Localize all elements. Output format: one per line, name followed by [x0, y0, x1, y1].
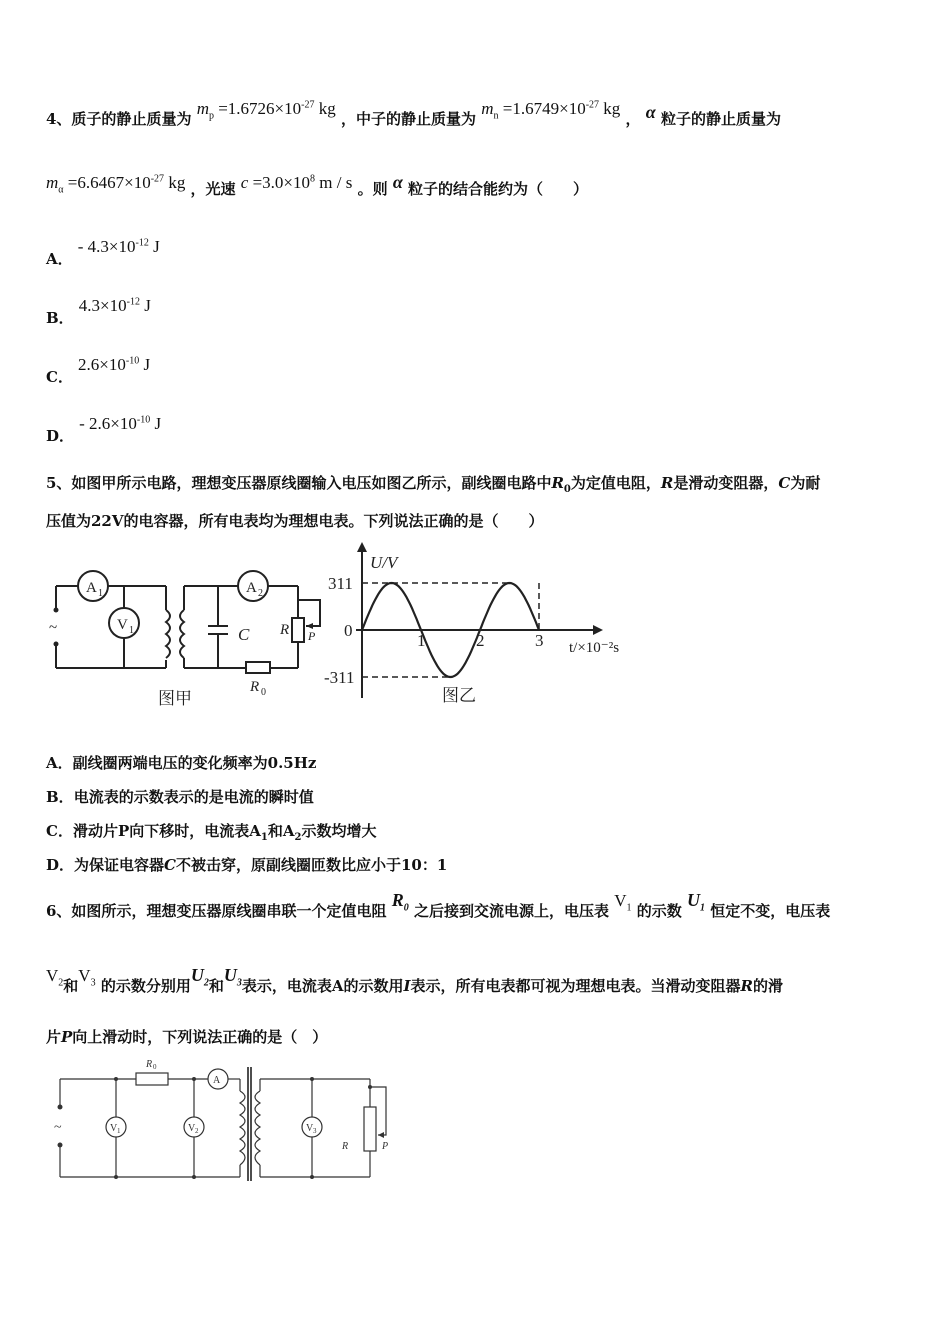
- q6-r0-label: R: [146, 1059, 153, 1070]
- q5-voltage-chart: [320, 538, 640, 713]
- q5-option-b[interactable]: B．电流表的示数表示的是电流的瞬时值: [46, 788, 314, 806]
- q6-ac-source-label: ~: [54, 1120, 62, 1135]
- q5-circuit-figure: [40, 560, 330, 720]
- q6-rheostat-label: R: [342, 1141, 349, 1152]
- svg-text:2: 2: [258, 588, 263, 599]
- q5-option-a[interactable]: A．副线圈两端电压的变化频率为0.5Hz: [46, 754, 317, 772]
- mn-formula: $m_n =1.6749\times 10^{-27}$ kg: [481, 99, 621, 122]
- r0-label: R: [250, 679, 260, 695]
- q6-line3: 片P向上滑动时，下列说法正确的是（ ）: [46, 1028, 328, 1046]
- q5-line2: 压值为22V的电容器，所有电表均为理想电表。下列说法正确的是（ ）: [46, 512, 544, 530]
- caption-figure-yi: 图乙: [442, 686, 476, 705]
- q5-option-c[interactable]: C．滑动片P向下移时，电流表$A_1$和$A_2$示数均增大: [46, 822, 377, 843]
- chart-y-arrow: [357, 542, 367, 552]
- chart-x-label: t/×10⁻²s: [569, 640, 620, 656]
- q4-line1: 4、质子的静止质量为 $m_p =1.6726\times 10^{-27}$ kg ，中子的静止质量为 $m_n =1.6749\times 10^{-27}$ kg ， α 粒子的静止质量为: [46, 99, 781, 128]
- q4-option-b[interactable]: B． $4.3\times 10^{-12}$ J: [46, 296, 151, 327]
- chart-ytick-zero: 0: [344, 621, 353, 640]
- c-formula: $c =3.0\times 10^8$ m / s: [240, 173, 353, 192]
- ac-source-label: ~: [49, 620, 58, 636]
- chart-ytick-max: 311: [328, 574, 353, 593]
- caption-figure-jia: 图甲: [158, 689, 192, 708]
- voltmeter-v1-label: V: [117, 617, 128, 633]
- svg-text:1: 1: [117, 1127, 121, 1135]
- chart-ytick-min: -311: [324, 668, 355, 687]
- chart-x-arrow: [593, 625, 603, 635]
- ammeter-a1-label: A: [86, 580, 97, 596]
- q6-line2: $V_2$和$V_3$ 的示数分别用$U_2$和$U_3$表示，电流表A的示数用I表示，所有电表都可视为理想电表。当滑动变阻器R的滑: [46, 965, 784, 995]
- alpha-symbol-2: α: [392, 172, 403, 192]
- q4-option-a[interactable]: A． - $4.3\times 10^{-12}$ J: [46, 237, 160, 268]
- q4-option-d[interactable]: D． - $2.6\times 10^{-10}$ J: [46, 414, 162, 445]
- q4-option-c[interactable]: C． $2.6\times 10^{-10}$ J: [46, 355, 151, 386]
- capacitor-label: C: [238, 625, 250, 644]
- q6-v2-label: V: [188, 1123, 196, 1134]
- svg-text:2: 2: [195, 1127, 199, 1135]
- q6-v3-label: V: [306, 1123, 314, 1134]
- mp-formula: $m_p =1.6726\times 10^{-27}$ kg: [196, 99, 336, 122]
- svg-text:1: 1: [129, 625, 134, 636]
- alpha-symbol: α: [645, 102, 656, 122]
- ammeter-a2-label: A: [246, 580, 257, 596]
- svg-text:0: 0: [153, 1063, 157, 1071]
- svg-text:P: P: [308, 629, 316, 643]
- q6-v1-label: V: [110, 1123, 118, 1134]
- q6-ammeter-label: A: [213, 1075, 221, 1086]
- q4-line2: $m_\alpha =6.6467\times 10^{-27}$ kg ，光速 $c =3.0\times 10^8$ m / s 。则 α 粒子的结合能约为（ ）: [46, 172, 589, 198]
- q5-option-d[interactable]: D．为保证电容器C不被击穿，原副线圈匝数比应小于10：1: [46, 856, 448, 874]
- chart-y-label: U/V: [370, 553, 398, 572]
- rheostat-label: R: [280, 622, 290, 638]
- svg-text:1: 1: [98, 588, 103, 599]
- svg-text:0: 0: [261, 687, 266, 698]
- svg-text:3: 3: [313, 1127, 317, 1135]
- q5-line1: 5、如图甲所示电路，理想变压器原线圈输入电压如图乙所示，副线圈电路中$R_0$为定值电阻，R是滑动变阻器，C为耐: [46, 474, 821, 495]
- chart-xtick-2: 2: [476, 631, 485, 650]
- q6-circuit-figure: [50, 1055, 395, 1190]
- chart-xtick-3: 3: [535, 631, 544, 650]
- ma-formula: $m_\alpha =6.6467\times 10^{-27}$ kg: [46, 173, 186, 196]
- svg-text:P: P: [382, 1141, 389, 1152]
- q6-line1: 6、如图所示，理想变压器原线圈串联一个定值电阻 $R_0$ 之后接到交流电源上，电压表 $V_1$ 的示数 $U_1$ 恒定不变，电压表: [46, 890, 831, 920]
- chart-xtick-1: 1: [417, 631, 426, 650]
